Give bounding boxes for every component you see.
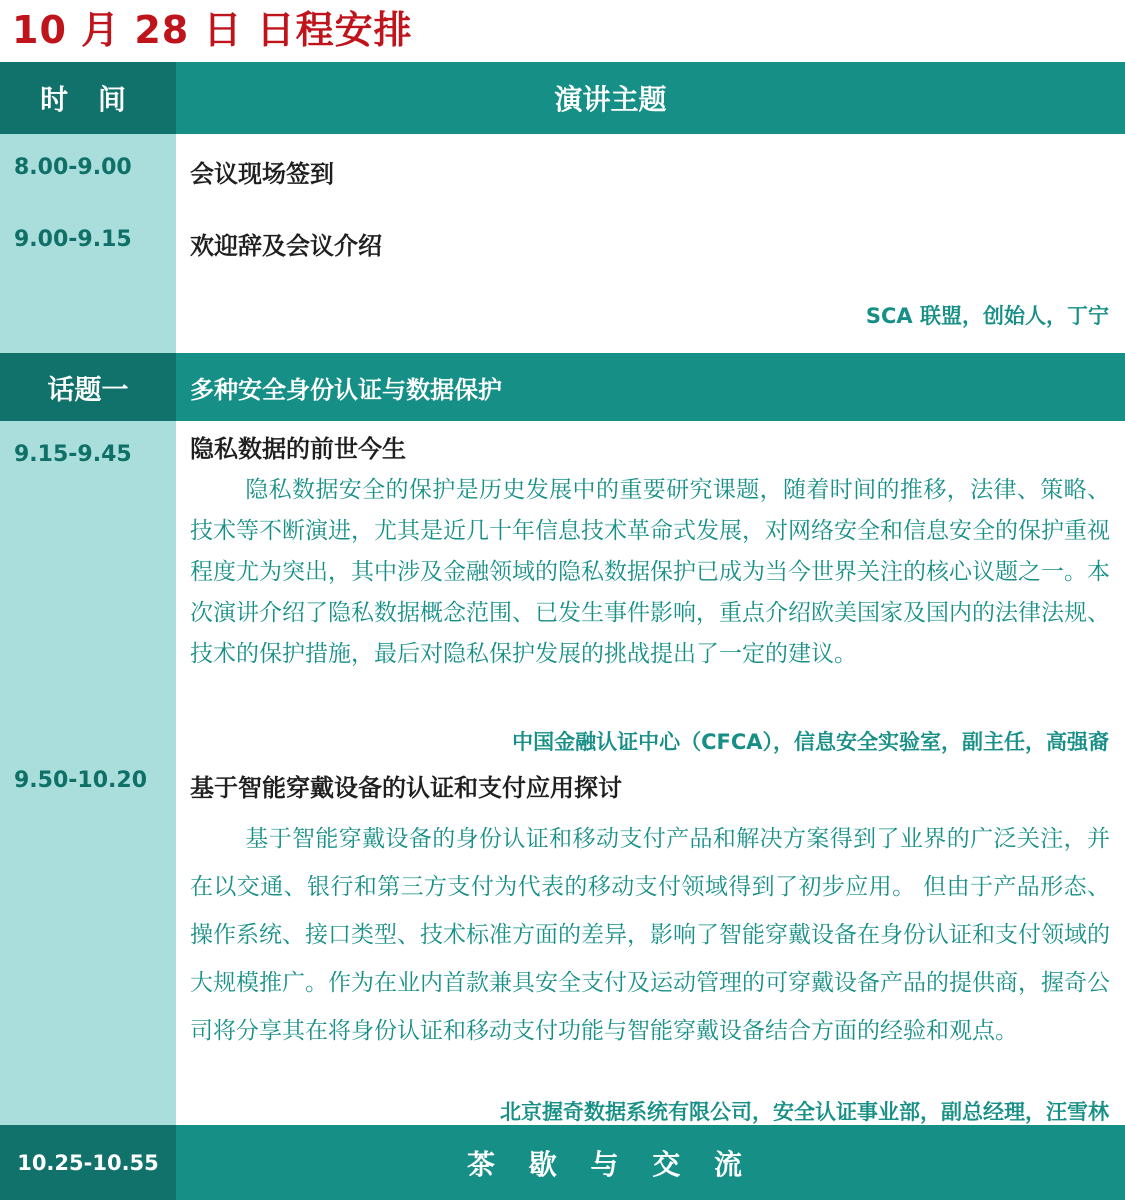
talk-time-wearable: 9.50-10.20 xyxy=(14,768,147,793)
session-title-welcome: 欢迎辞及会议介绍 xyxy=(190,232,382,260)
talk-title-privacy: 隐私数据的前世今生 xyxy=(190,435,406,463)
header-topic-label: 演讲主题 xyxy=(554,83,667,116)
talk-description-privacy: 隐私数据安全的保护是历史发展中的重要研究课题，随着时间的推移，法律、策略、技术等不断演进，尤其是近几十年信息技术革命式发展，对网络安全和信息安全的保护重视程度尤为突出，其中涉及金融领域的隐私数据保护已成为当今世界关注的核心议题之一。本次演讲介绍了隐私数据概念范围、已发生事件影响，重点介绍欧美国家及国内的法律法规、技术的保护措施，最后对隐私保护发展的挑战提出了一定的建议。 xyxy=(190,477,1110,667)
talk-speaker-privacy: 中国金融认证中心（CFCA），信息安全实验室，副主任，高强裔 xyxy=(512,730,1109,754)
topic-one-label: 话题一 xyxy=(0,353,176,421)
session-time-welcome: 9.00-9.15 xyxy=(14,227,132,252)
talk-title-wearable: 基于智能穿戴设备的认证和支付应用探讨 xyxy=(190,774,622,802)
talk-description-wearable: 基于智能穿戴设备的身份认证和移动支付产品和解决方案得到了业界的广泛关注，并在以交通、银行和第三方支付为代表的移动支付领域得到了初步应用。 但由于产品形态、操作系统、接口类型、技术标准方面的差异，影响了智能穿戴设备在身份认证和支付领域的大规模推广。作为在业内首款兼具安全支付及运动管理的可穿戴设备产品的提供商，握奇公司将分享其在将身份认证和移动支付功能与智能穿戴设备结合方面的经验和观点。 xyxy=(190,826,1110,1044)
page-title: 10 月 28 日 日程安排 xyxy=(12,8,413,52)
header-time-label: 时 间 xyxy=(0,62,176,134)
break-title: 茶 歇 与 交 流 xyxy=(467,1147,754,1181)
talk-time-privacy: 9.15-9.45 xyxy=(14,442,132,467)
break-band xyxy=(0,1125,1125,1200)
table-header xyxy=(0,62,1125,134)
session-speaker-welcome: SCA 联盟，创始人，丁宁 xyxy=(865,304,1109,328)
topic-one-title: 多种安全身份认证与数据保护 xyxy=(190,375,502,404)
session-title-signin: 会议现场签到 xyxy=(190,160,334,188)
talk-speaker-wearable: 北京握奇数据系统有限公司，安全认证事业部，副总经理，汪雪林 xyxy=(500,1100,1109,1124)
topic-one-band xyxy=(0,353,1125,421)
break-time: 10.25-10.55 xyxy=(0,1125,176,1200)
session-time-signin: 8.00-9.00 xyxy=(14,155,132,180)
